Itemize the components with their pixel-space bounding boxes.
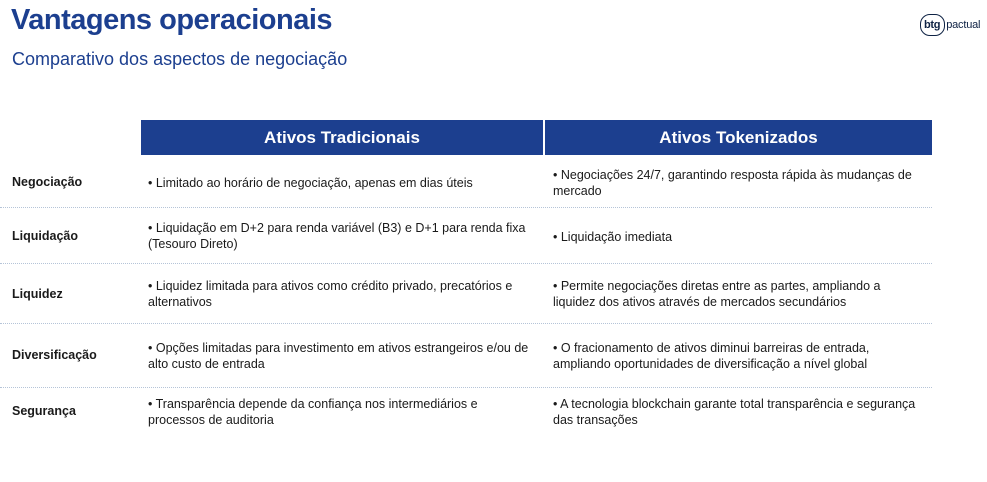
column-header-tokenized: Ativos Tokenizados bbox=[545, 120, 932, 155]
cell-traditional: • Liquidação em D+2 para renda variável (B3) e D+1 para renda fixa (Tesouro Direto) bbox=[148, 221, 526, 251]
cell-tokenized: • O fracionamento de ativos diminui barreiras de entrada, ampliando oportunidades de diversificação a nível global bbox=[553, 341, 870, 371]
row-label: Liquidação bbox=[12, 229, 78, 243]
cell-tokenized: • Liquidação imediata bbox=[553, 230, 673, 244]
cell-tokenized: • Permite negociações diretas entre as partes, ampliando a liquidez dos ativos através de mercados secundários bbox=[553, 279, 881, 309]
logo-text: pactual bbox=[946, 19, 981, 31]
table-row bbox=[0, 388, 987, 438]
column-header-traditional: Ativos Tradicionais bbox=[141, 120, 543, 155]
logo-mark: btg bbox=[920, 14, 945, 36]
btg-pactual-logo bbox=[920, 14, 980, 36]
cell-traditional: • Transparência depende da confiança nos intermediários e processos de auditoria bbox=[148, 397, 478, 427]
cell-traditional: • Opções limitadas para investimento em ativos estrangeiros e/ou de alto custo de entrada bbox=[148, 341, 529, 371]
cell-traditional: • Limitado ao horário de negociação, apenas em dias úteis bbox=[148, 176, 473, 190]
row-label: Segurança bbox=[12, 404, 76, 418]
row-label: Liquidez bbox=[12, 287, 63, 301]
cell-tokenized: • Negociações 24/7, garantindo resposta rápida às mudanças de mercado bbox=[553, 168, 912, 198]
row-label: Negociação bbox=[12, 175, 83, 189]
table-row bbox=[0, 264, 987, 323]
row-label: Diversificação bbox=[12, 348, 97, 362]
cell-tokenized: • A tecnologia blockchain garante total transparência e segurança das transações bbox=[553, 397, 916, 427]
table-row bbox=[0, 324, 987, 387]
page-title: Vantagens operacionais bbox=[11, 4, 333, 36]
page-subtitle: Comparativo dos aspectos de negociação bbox=[12, 49, 348, 69]
cell-traditional: • Liquidez limitada para ativos como crédito privado, precatórios e alternativos bbox=[148, 279, 513, 309]
table-row bbox=[0, 155, 987, 207]
table-row bbox=[0, 208, 987, 263]
